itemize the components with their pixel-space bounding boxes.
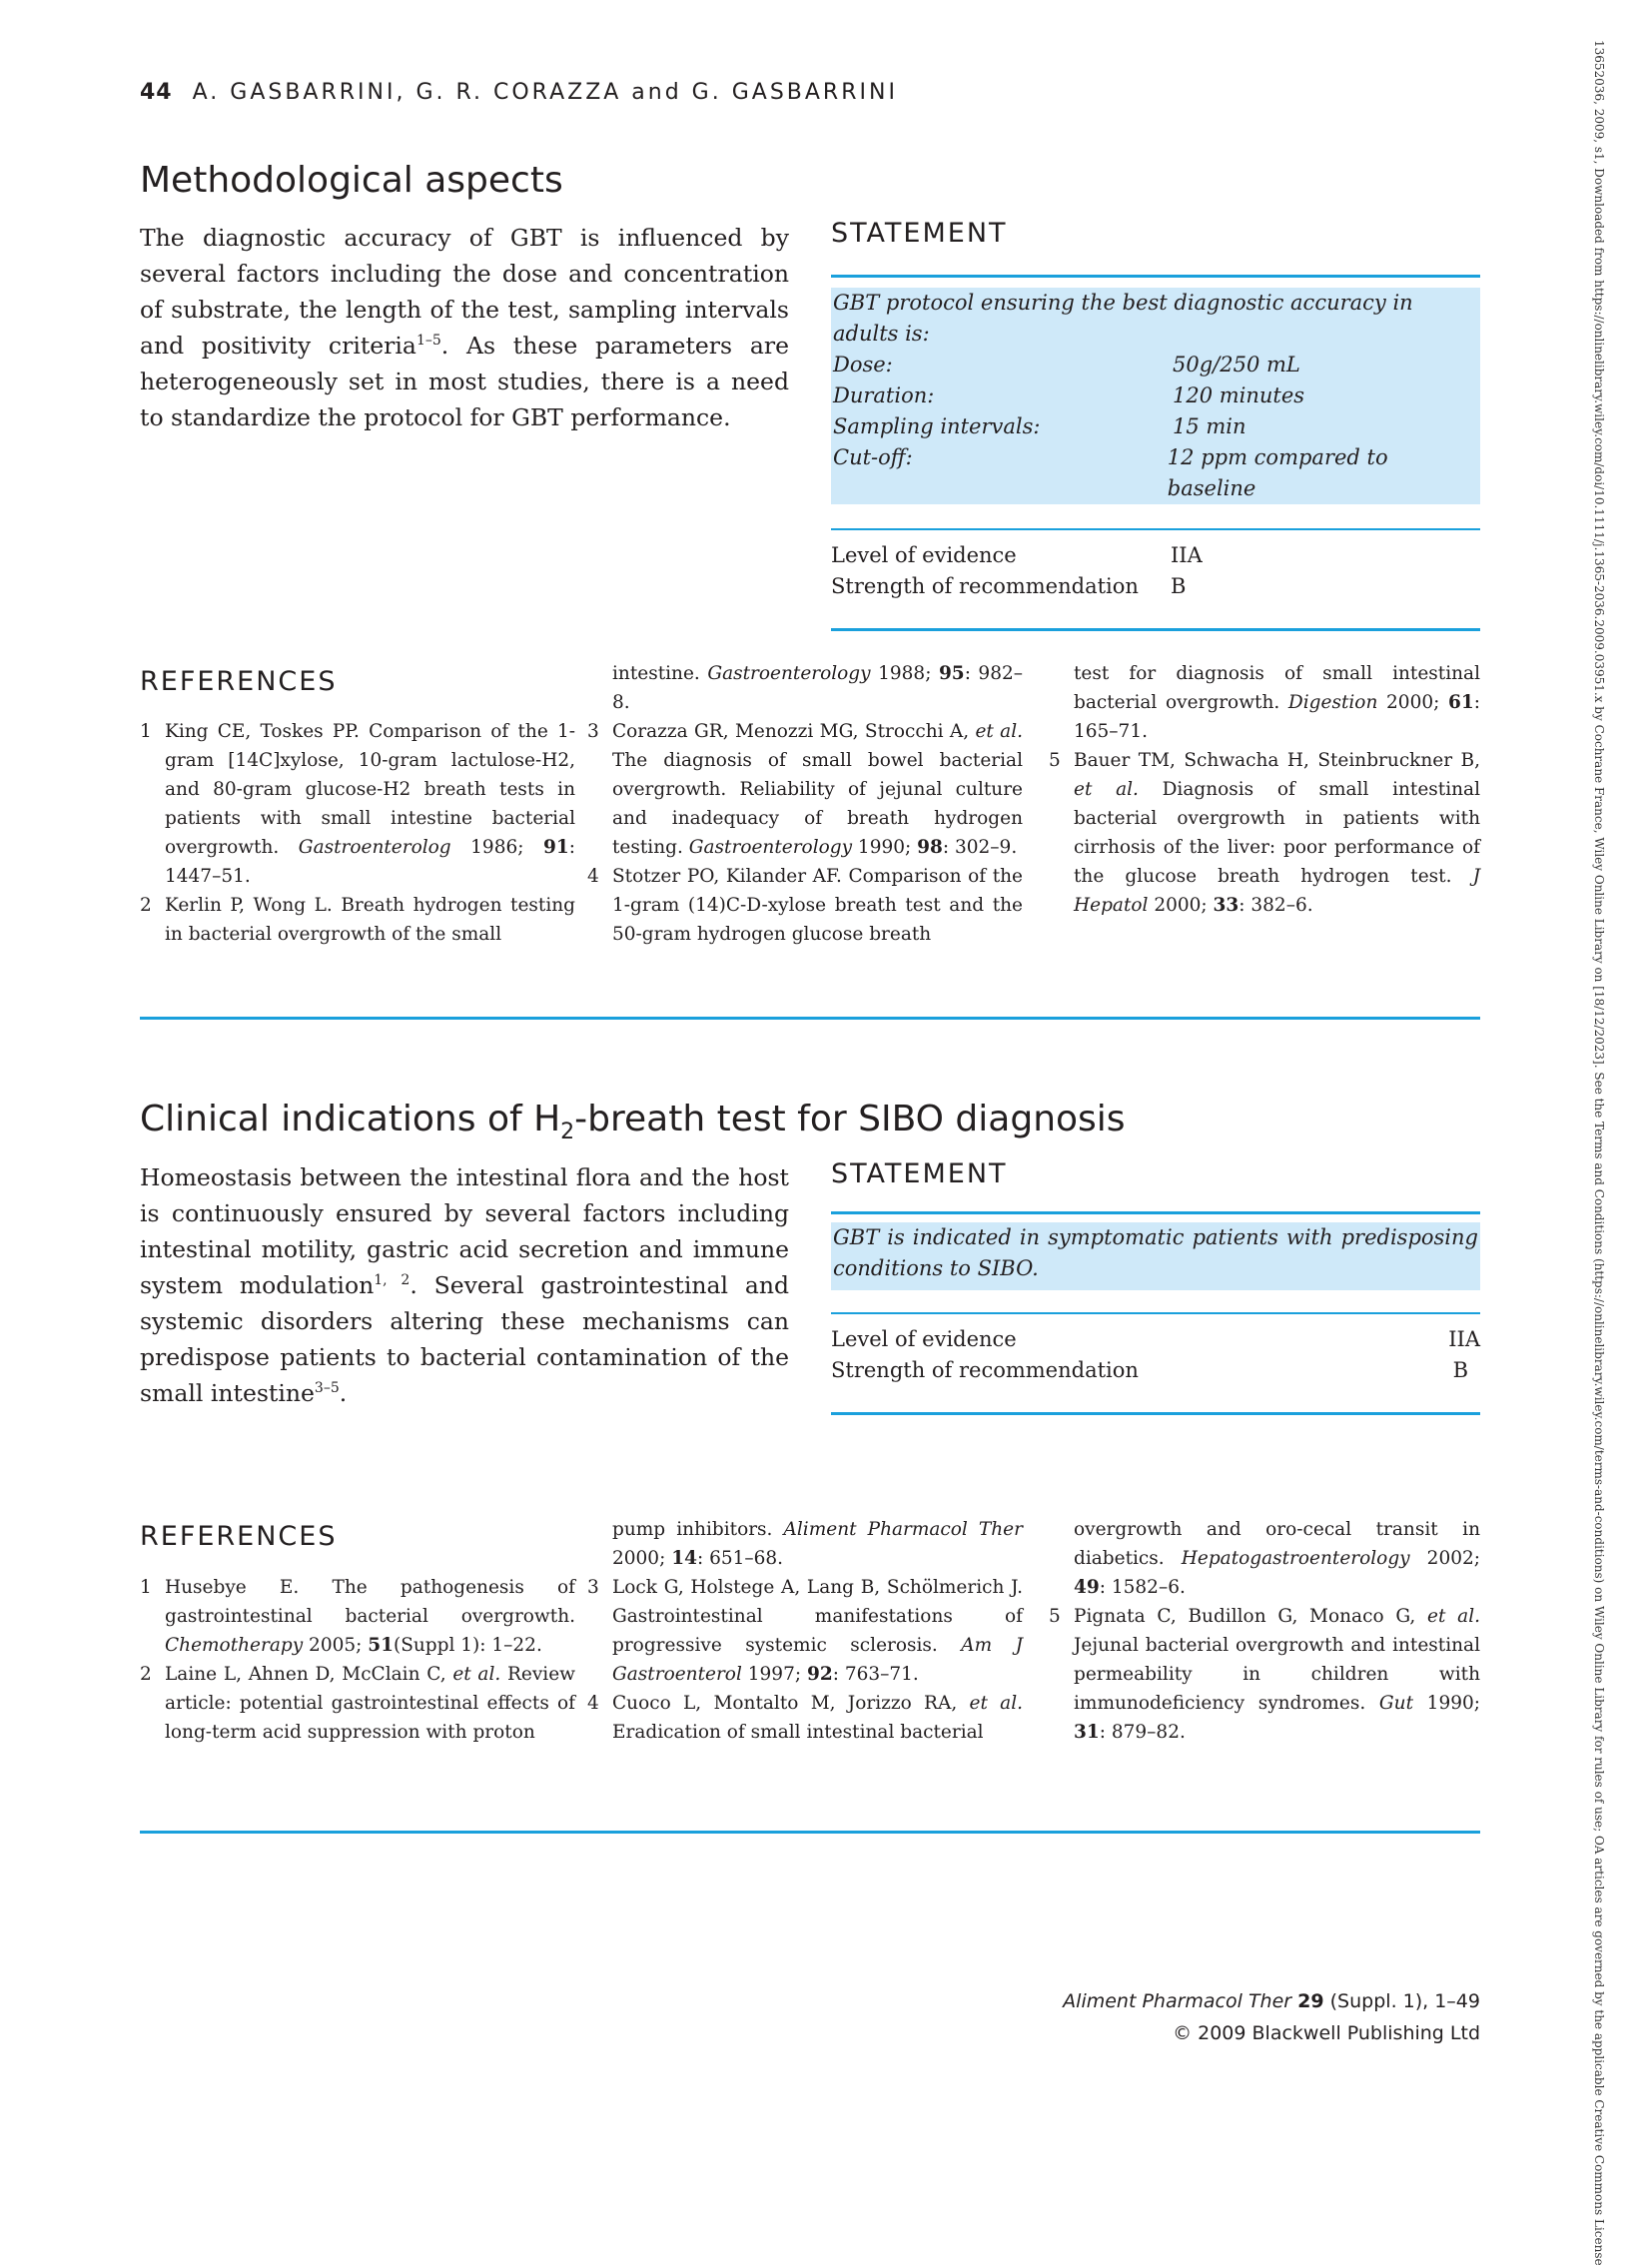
section2-body-citation: 3–5 [314,1380,340,1397]
ref-text: 1997; [741,1664,807,1685]
level-of-evidence-row [831,1324,1480,1355]
ref-etal: et al. [975,721,1023,742]
reference-item [140,717,575,891]
ref-text: 2000; [1148,895,1214,916]
protocol-value: 15 min [1173,414,1246,438]
title-text: -breath test for SIBO diagnosis [574,1099,1126,1139]
protocol-value: 50g/250 mL [1173,353,1300,377]
reference-number: 4 [587,1693,599,1714]
protocol-key: Sampling intervals: [833,414,1041,438]
reference-item [140,891,575,949]
ref-text: Review article: potential gastrointestinal effects of long-term acid suppression with proton [165,1664,575,1743]
section-title-methodological: Methodological aspects [140,160,563,201]
reference-continuation [587,1515,1023,1573]
level-label: Level of evidence [831,1326,1017,1351]
reference-text [612,1573,1023,1689]
ref-text: : 763–71. [832,1664,919,1685]
ref-etal: et al. [1427,1606,1480,1627]
reference-text: Kerlin P, Wong L. Breath hydrogen testing in bacterial overgrowth of the small [165,895,575,945]
ref-text: 1990; [852,837,918,858]
ref-text: Lock G, Holstege A, Lang B, Schölmerich J. Gastrointestinal manifestations of progressive systemic sclerosis. [612,1577,1023,1656]
ref-text: 2000; [612,1548,672,1569]
statement-label: STATEMENT [831,218,1008,249]
ref-text: Bauer TM, Schwacha H, Steinbruckner B, [1074,750,1480,771]
ref-text: Corazza GR, Menozzi MG, Strocchi A, [612,721,976,742]
statement-mid-rule [831,1312,1480,1314]
ref-journal: Hepatogastroenterology [1181,1548,1410,1569]
ref-journal: Aliment Pharmacol Ther [783,1519,1023,1540]
ref-volume: 95 [938,663,965,684]
reference-continuation [1049,1515,1480,1602]
ref-text: Cuoco L, Montalto M, Jorizzo RA, [612,1693,970,1714]
protocol-value: 12 ppm compared to baseline [1167,445,1388,500]
footer-journal: Aliment Pharmacol Ther [1063,1990,1292,2012]
ref-volume: 31 [1074,1722,1100,1743]
reference-text: Stotzer PO, Kilander AF. Comparison of the 1-gram (14)C-D-xylose breath test and the 50-gram hydrogen glucose breath [612,866,1023,945]
reference-number: 5 [1049,750,1061,771]
page-number: 44 [140,80,173,105]
strength-row [831,1355,1480,1386]
section2-body-citation: 1, 2 [374,1272,411,1289]
ref-volume: 98 [917,837,943,858]
statement-mid-rule [831,528,1480,530]
strength-label: Strength of recommendation [831,573,1139,598]
side-download-note: 13652036, 2009, s1, Downloaded from https://onlinelibrary.wiley.com/doi/10.1111/j.1365-2036.2009.03951.x by Cochrane France, Wiley Online Library on [18/12/2023]. See the Terms and Conditions (https://onlinelibrary.wiley.com/terms-and-conditions) on Wiley Online Library for rules of use; OA articles are governed by the applicable Creative Commons License [1592,40,1606,2266]
reference-item [587,1689,1023,1747]
strength-value: B [1171,573,1187,598]
section1-body-citation: 1–5 [415,333,441,350]
reference-number: 2 [140,895,152,916]
ref-text: Husebye E. The pathogenesis of gastrointestinal bacterial overgrowth. [165,1577,575,1627]
references-label-2: REFERENCES [140,1521,338,1552]
section2-body [140,1159,789,1411]
references-col-1 [140,717,575,949]
level-of-evidence-row [831,540,1480,571]
ref-volume: 61 [1448,692,1474,713]
ref-text: 2000; [1377,692,1449,713]
ref-text: intestine. [612,663,708,684]
protocol-value: 120 minutes [1173,383,1305,407]
section2-body-text-a: Homeostasis between the intestinal flora and the host is continuously ensured by several factors including intestinal motility, gastric acid secretion and immune system modulation [140,1163,789,1299]
ref-text: : 879–82. [1099,1722,1186,1743]
ref-text: : 382–6. [1239,895,1313,916]
ref-etal: et al. [452,1664,501,1685]
page-footer [999,1985,1480,2049]
ref-text: overgrowth and oro-cecal transit in diabetics. [1074,1519,1480,1569]
section-divider-1 [140,1017,1480,1020]
references-label-1: REFERENCES [140,666,338,697]
level-value: IIA [1448,1326,1480,1351]
ref-etal: et al. [969,1693,1023,1714]
statement-box-2 [831,1158,1480,1415]
ref-text: 1990; [1413,1693,1480,1714]
ref-text: King CE, Toskes PP. Comparison of the 1-gram [14C]xylose, 10-gram lactulose-H2, and 80-gram glucose-H2 breath tests in patients with small intestine bacterial overgrowth. [165,721,575,858]
references-col-1 [140,1573,575,1747]
protocol-key: Dose: [833,353,893,377]
ref-volume: 33 [1213,895,1239,916]
ref-journal: Chemotherapy [165,1635,304,1656]
reference-item [587,1573,1023,1689]
ref-text: : 1447–51. [165,837,575,887]
reference-text [165,717,575,891]
ref-text: : 982–8. [612,663,1023,713]
statement-bottom-rule [831,628,1480,631]
ref-text: Diagnosis of small intestinal bacterial overgrowth in patients with cirrhosis of the liver: poor performance of the glucose breath hydrogen test. [1074,779,1480,887]
ref-text: (Suppl 1): 1–22. [394,1635,542,1656]
ref-text: Pignata C, Budillon G, Monaco G, [1074,1606,1428,1627]
statement-highlight [831,1222,1480,1290]
reference-number: 1 [140,1577,152,1598]
level-value: IIA [1171,542,1203,567]
reference-number: 2 [140,1664,152,1685]
footer-volume: 29 [1297,1990,1324,2012]
statement-bottom-rule [831,1412,1480,1415]
ref-text: 2005; [303,1635,369,1656]
ref-journal: Digestion [1287,692,1378,713]
protocol-row-sampling [833,411,1478,442]
title-subscript: 2 [560,1120,575,1145]
references-col-3 [1049,1515,1480,1747]
protocol-key: Duration: [833,383,935,407]
ref-text: : 165–71. [1074,692,1480,742]
statement-top-rule [831,1211,1480,1214]
ref-text: : 651–68. [696,1548,784,1569]
section2-body-text-b: . Several gastrointestinal and systemic disorders altering these mechanisms can predispose patients to bacterial contamination of the small intestine [140,1271,790,1407]
ref-journal: Gastroenterology [688,837,853,858]
reference-number: 1 [140,721,152,742]
protocol-row-cutoff [833,442,1478,504]
reference-item [1049,746,1480,920]
statement-label: STATEMENT [831,1158,1008,1189]
reference-item [1049,1602,1480,1747]
ref-text: The diagnosis of small bowel bacterial overgrowth. Reliability of jejunal culture and inadequacy of breath hydrogen testing. [612,750,1023,858]
reference-number: 3 [587,721,599,742]
reference-text [1074,746,1480,920]
running-head-authors: A. GASBARRINI, G. R. CORAZZA and G. GASBARRINI [192,80,898,105]
ref-text: 1986; [450,837,544,858]
statement-intro: GBT protocol ensuring the best diagnostic accuracy in adults is: [833,291,1413,346]
strength-row [831,571,1480,602]
reference-continuation [587,659,1023,717]
reference-item [140,1573,575,1660]
ref-text: 2002; [1409,1548,1480,1569]
reference-number: 3 [587,1577,599,1598]
reference-continuation [1049,659,1480,746]
section-title-clinical-indications [140,1099,1126,1144]
reference-text [612,717,1023,862]
statement-box-1 [831,218,1480,631]
reference-number: 4 [587,866,599,887]
statement-top-rule [831,275,1480,278]
references-col-2 [587,659,1023,949]
ref-text: Laine L, Ahnen D, McClain C, [165,1664,453,1685]
reference-text [612,1689,1023,1747]
ref-journal: J Hepatol [1074,866,1480,916]
reference-item [140,1660,575,1747]
section2-body-text-c: . [339,1379,348,1407]
ref-volume: 92 [806,1664,833,1685]
references-col-3 [1049,659,1480,920]
ref-text: : 302–9. [942,837,1018,858]
statement-highlight [831,288,1480,504]
section-divider-2 [140,1831,1480,1834]
reference-item [587,862,1023,949]
reference-item [587,717,1023,862]
reference-text [1074,1602,1480,1747]
statement-text: GBT is indicated in symptomatic patients with predisposing conditions to SIBO. [833,1225,1478,1280]
ref-journal: Gut [1378,1693,1414,1714]
ref-journal: Gastroenterolog [298,837,451,858]
ref-text: : 1582–6. [1099,1577,1186,1598]
ref-volume: 51 [368,1635,394,1656]
footer-issue: (Suppl. 1), 1–49 [1323,1990,1480,2012]
ref-volume: 49 [1074,1577,1100,1598]
ref-text: 1988; [870,663,939,684]
footer-citation [999,1985,1480,2017]
ref-journal: Gastroenterology [707,663,871,684]
reference-text [165,1660,575,1747]
ref-text: pump inhibitors. [612,1519,784,1540]
strength-label: Strength of recommendation [831,1357,1139,1382]
footer-copyright: © 2009 Blackwell Publishing Ltd [1173,2022,1480,2044]
ref-volume: 91 [543,837,569,858]
title-text: Clinical indications of H [140,1099,561,1139]
ref-text: test for diagnosis of small intestinal bacterial overgrowth. [1074,663,1480,713]
level-label: Level of evidence [831,542,1017,567]
strength-value: B [1452,1357,1468,1382]
section1-body-text-a: The diagnostic accuracy of GBT is influenced by several factors including the dose and concentration of substrate, the length of the test, sampling intervals and positivity criteria [140,224,789,360]
ref-volume: 14 [671,1548,697,1569]
reference-text [165,1573,575,1660]
protocol-key: Cut-off: [833,445,913,469]
section1-body-text-b: . As these parameters are heterogeneously set in most studies, there is a need to standardize the protocol for GBT performance. [140,332,790,431]
ref-etal: et al. [1074,779,1139,800]
protocol-row-duration [833,380,1478,411]
ref-journal: Am J Gastroenterol [612,1635,1023,1685]
reference-number: 5 [1049,1606,1061,1627]
references-col-2 [587,1515,1023,1747]
ref-text: Eradication of small intestinal bacterial [612,1722,984,1743]
running-head [140,80,898,105]
section1-body [140,220,789,435]
protocol-row-dose [833,350,1478,380]
ref-text: Jejunal bacterial overgrowth and intestinal permeability in children with immunodeficiency syndromes. [1074,1635,1480,1714]
